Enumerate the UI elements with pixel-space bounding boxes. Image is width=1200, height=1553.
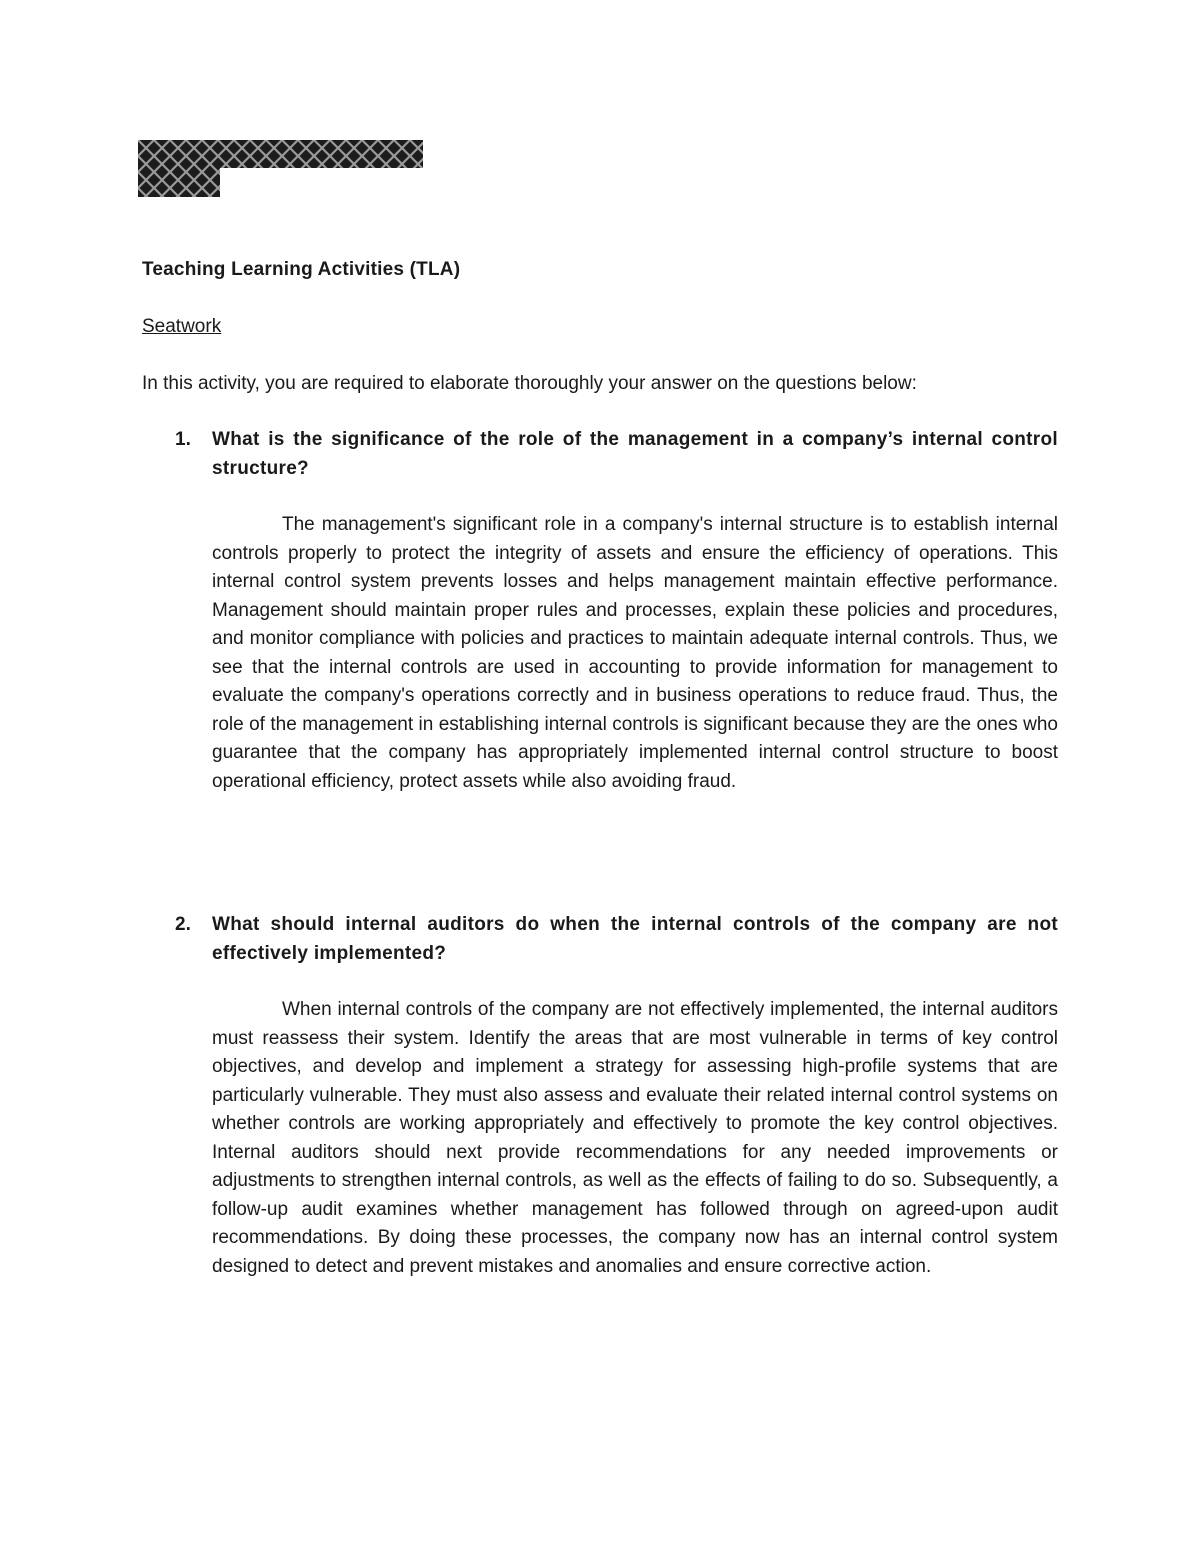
instruction-text: In this activity, you are required to elaborate thoroughly your answer on the questions below: — [142, 373, 917, 394]
answer-paragraph: When internal controls of the company are not effectively implemented, the internal auditors must reassess their system. Identify the areas that are most vulnerable in terms of key control objectives, and develop and implement a strategy for assessing high-profile systems that are particularly vulnerable. They must also assess and evaluate their related internal control systems on whether controls are working appropriately and effectively to promote the key control objectives. Internal auditors should next provide recommendations for any needed improvements or adjustments to strengthen internal controls, as well as the effects of failing to do so. Subsequently, a follow-up audit examines whether management has followed through on agreed-upon audit recommendations. By doing these processes, the company now has an internal control system designed to detect and prevent mistakes and anomalies and ensure corrective action. — [212, 999, 1058, 1277]
document-title: Teaching Learning Activities (TLA) — [142, 259, 461, 280]
redacted-header-block — [138, 140, 423, 197]
answer-paragraph: The management's significant role in a company's internal structure is to establish internal controls properly to protect the integrity of assets and ensure the efficiency of operations. This internal control system prevents losses and helps management maintain effective performance. Management should maintain proper rules and processes, explain these policies and procedures, and monitor compliance with policies and practices to maintain adequate internal controls. Thus, we see that the internal controls are used in accounting to provide information for management to evaluate the company's operations correctly and in business operations to reduce fraud. Thus, the role of the management in establishing internal controls is significant because they are the ones who guarantee that the company has appropriately implemented internal control structure to boost operational efficiency, protect assets while also avoiding fraud. — [212, 514, 1058, 792]
question-text: What should internal auditors do when the internal controls of the company are not effectively implemented? — [212, 914, 1058, 964]
question-number: 2. — [175, 914, 191, 935]
section-heading: Seatwork — [142, 316, 222, 337]
question-number: 1. — [175, 429, 191, 450]
question-block-1 — [175, 426, 1058, 796]
question-block-2 — [175, 911, 1058, 1281]
question-text: What is the significance of the role of the management in a company’s internal control structure? — [212, 429, 1058, 479]
